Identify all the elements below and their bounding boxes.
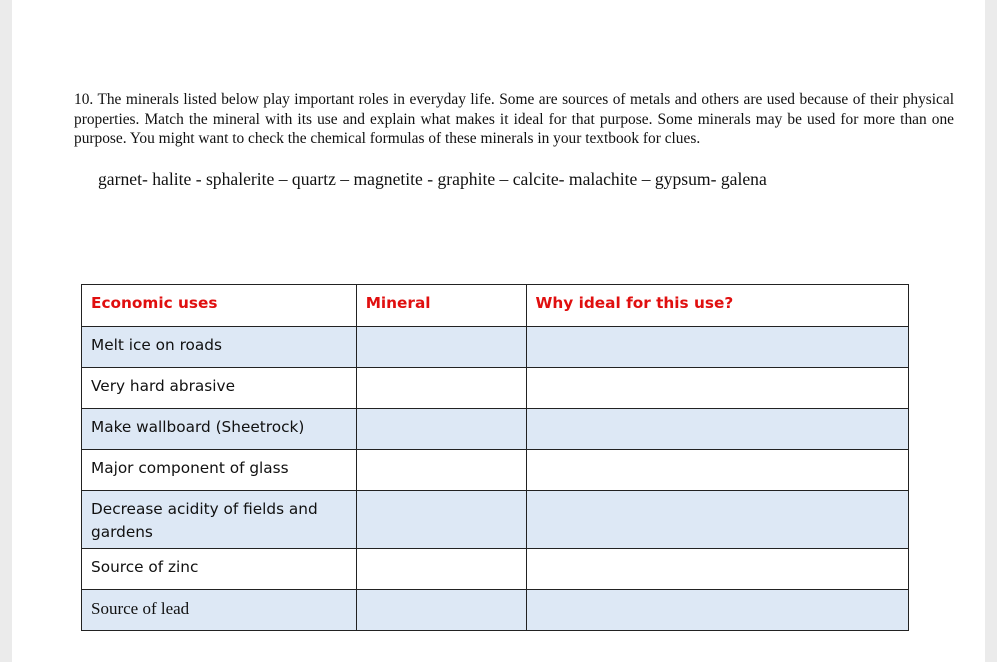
use-cell: Very hard abrasive	[82, 368, 357, 409]
why-answer-cell[interactable]	[526, 450, 908, 491]
why-answer-cell[interactable]	[526, 327, 908, 368]
mineral-uses-table	[81, 284, 909, 631]
table-row	[82, 327, 909, 368]
table-row	[82, 368, 909, 409]
use-cell: Melt ice on roads	[82, 327, 357, 368]
mineral-list: garnet- halite - sphalerite – quartz – magnetite - graphite – calcite- malachite – gypsum- galena	[98, 169, 767, 189]
table-row	[82, 549, 909, 590]
question-text: 10. The minerals listed below play important roles in everyday life. Some are sources of metals and others are used because of their physical properties. Match the mineral with its use and explain what makes it ideal for that purpose. Some minerals may be used for more than one purpose. You might want to check the chemical formulas of these minerals in your textbook for clues.	[74, 91, 954, 147]
why-answer-cell[interactable]	[526, 590, 908, 631]
use-cell: Make wallboard (Sheetrock)	[82, 409, 357, 450]
table-row	[82, 590, 909, 631]
why-answer-cell[interactable]	[526, 368, 908, 409]
why-answer-cell[interactable]	[526, 491, 908, 549]
mineral-answer-cell[interactable]	[356, 368, 526, 409]
use-cell: Decrease acidity of fields and gardens	[82, 491, 357, 549]
header-why-ideal: Why ideal for this use?	[526, 285, 908, 327]
header-economic-uses: Economic uses	[82, 285, 357, 327]
table-row	[82, 450, 909, 491]
header-mineral: Mineral	[356, 285, 526, 327]
mineral-answer-cell[interactable]	[356, 549, 526, 590]
why-answer-cell[interactable]	[526, 409, 908, 450]
table-header-row	[82, 285, 909, 327]
table-row	[82, 491, 909, 549]
use-cell: Major component of glass	[82, 450, 357, 491]
mineral-answer-cell[interactable]	[356, 327, 526, 368]
why-answer-cell[interactable]	[526, 549, 908, 590]
mineral-answer-cell[interactable]	[356, 491, 526, 549]
use-cell: Source of lead	[82, 590, 357, 631]
mineral-answer-cell[interactable]	[356, 409, 526, 450]
table-row	[82, 409, 909, 450]
mineral-answer-cell[interactable]	[356, 450, 526, 491]
document-page	[12, 0, 985, 662]
mineral-answer-cell[interactable]	[356, 590, 526, 631]
use-cell: Source of zinc	[82, 549, 357, 590]
